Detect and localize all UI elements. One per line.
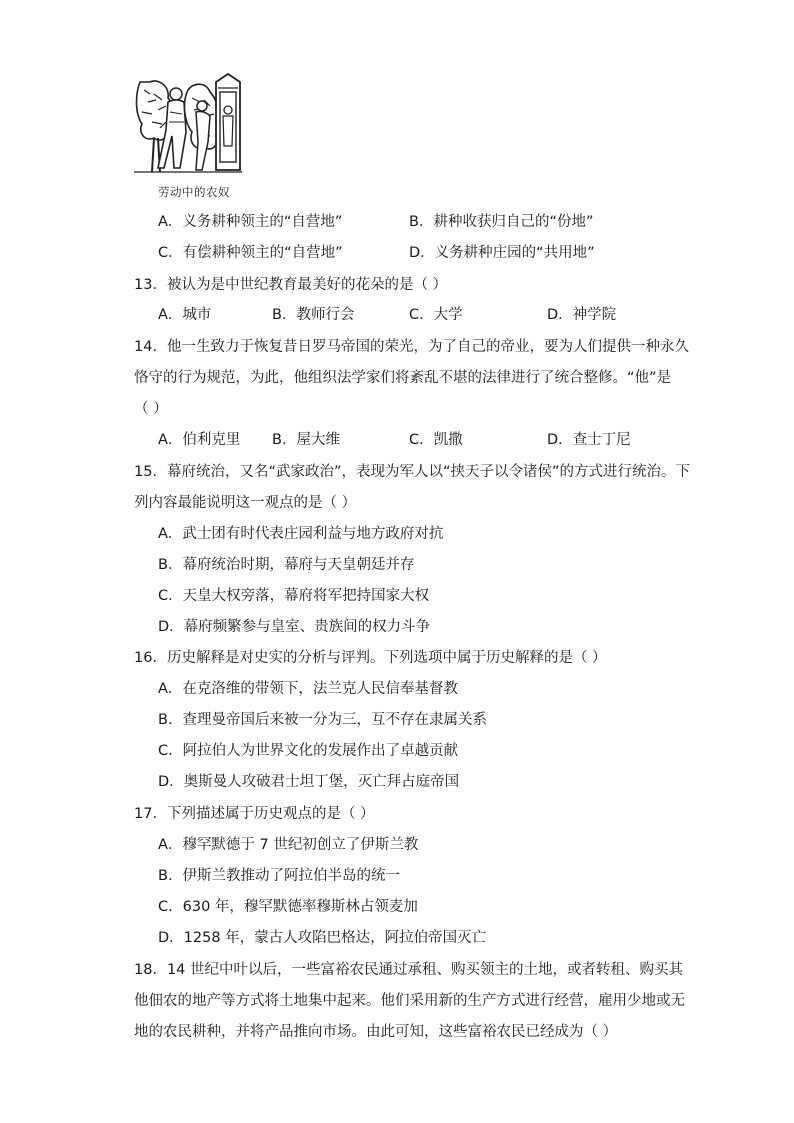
- q15-option-c: C．天皇大权旁落，幕府将军把持国家大权: [158, 588, 430, 604]
- q13-stem: 13．被认为是中世纪教育最美好的花朵的是（ ）: [134, 277, 448, 293]
- q14-stem-line-2: 恪守的行为规范，为此，他组织法学家们将紊乱不堪的法律进行了统合整修。“他”是: [134, 370, 672, 386]
- q16-option-b: B．查理曼帝国后来被一分为三，互不存在隶属关系: [158, 712, 487, 728]
- serfs-illustration: [134, 72, 242, 176]
- q14-option-d: D．查士丁尼: [547, 432, 631, 448]
- q14-option-b: B．屋大维: [272, 432, 340, 448]
- q15-option-d: D．幕府频繁参与皇室、贵族间的权力斗争: [158, 619, 431, 635]
- q16-option-d: D．奥斯曼人攻破君士坦丁堡，灭亡拜占庭帝国: [158, 774, 460, 790]
- q17-option-d: D．1258 年，蒙古人攻陷巴格达，阿拉伯帝国灭亡: [158, 930, 487, 946]
- q13-option-c: C．大学: [409, 307, 463, 323]
- q15-stem-line-1: 15．幕府统治，又名“武家政治”，表现为军人以“挟天子以令诸侯”的方式进行统治。下: [134, 464, 690, 480]
- q18-stem-line-1: 18．14 世纪中叶以后，一些富裕农民通过承租、购买领主的土地，或者转租、购买其: [134, 962, 684, 978]
- q12-option-d: D．义务耕种庄园的“共用地”: [409, 245, 595, 261]
- q13-option-a: A．城市: [158, 307, 212, 323]
- q14-option-c: C．凯撒: [409, 432, 463, 448]
- q16-stem: 16．历史解释是对史实的分析与评判。下列选项中属于历史解释的是（ ）: [134, 650, 607, 666]
- q13-option-d: D．神学院: [547, 307, 617, 323]
- q13-option-b: B．教师行会: [272, 307, 355, 323]
- q17-option-b: B．伊斯兰教推动了阿拉伯半岛的统一: [158, 868, 400, 884]
- q16-option-c: C．阿拉伯人为世界文化的发展作出了卓越贡献: [158, 743, 459, 759]
- q15-stem-line-2: 列内容最能说明这一观点的是（ ）: [134, 495, 357, 511]
- q17-stem: 17．下列描述属于历史观点的是（ ）: [134, 806, 375, 822]
- q16-option-a: A．在克洛维的带领下，法兰克人民信奉基督教: [158, 681, 458, 697]
- q17-option-a: A．穆罕默德于 7 世纪初创立了伊斯兰教: [158, 837, 419, 853]
- q18-stem-line-2: 他佃农的地产等方式将土地集中起来。他们采用新的生产方式进行经营，雇用少地或无: [134, 993, 685, 1009]
- q12-option-a: A．义务耕种领主的“自营地”: [158, 214, 343, 230]
- q15-option-a: A．武士团有时代表庄园利益与地方政府对抗: [158, 526, 444, 542]
- figure-caption: 劳动中的农奴: [158, 185, 230, 199]
- q15-option-b: B．幕府统治时期，幕府与天皇朝廷并存: [158, 557, 415, 573]
- q17-option-c: C．630 年，穆罕默德率穆斯林占领麦加: [158, 899, 418, 915]
- q18-stem-line-3: 地的农民耕种，并将产品推向市场。由此可知，这些富裕农民已经成为（ ）: [134, 1024, 618, 1040]
- q12-option-b: B．耕种收获归自己的“份地”: [409, 214, 594, 230]
- q14-stem-line-1: 14．他一生致力于恢复昔日罗马帝国的荣光，为了自己的帝业，要为人们提供一种永久: [134, 339, 689, 355]
- q14-stem-line-3: （ ）: [134, 401, 168, 417]
- q14-option-a: A．伯利克里: [158, 432, 241, 448]
- q12-option-c: C．有偿耕种领主的“自营地”: [158, 245, 343, 261]
